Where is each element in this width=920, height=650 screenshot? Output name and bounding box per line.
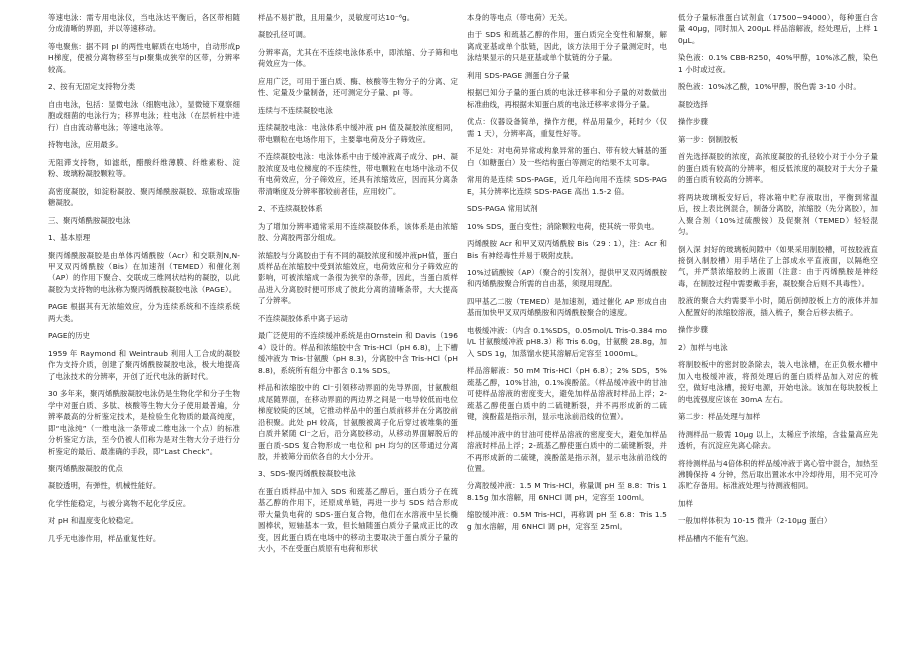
paragraph: 无阻滞支持物，如滤纸，醋酸纤维薄膜、纤维素粉、淀粉、玻璃粉凝胶颗粒等。 [48, 157, 240, 179]
paragraph: 电极缓冲液：（内含 0.1%SDS，0.05mol/L Tris-0.384 mol/L 甘氨酸缓冲液 pH8.3）称 Tris 6.0g，甘氨酸 28.8g，加入 SDS 1g，加蒸馏水使其溶解后定容至 1000mL。 [467, 325, 667, 358]
paragraph: 丙烯酰胺 Acr 和甲叉双丙烯酰胺 Bis（29 : 1），注：Acr 和 Bis 有神经毒性并易于吸附皮肤。 [467, 239, 667, 260]
paragraph: 应用广泛，可用于蛋白质、酶、核酸等生物分子的分离、定性、定量及少量制备，还可测定分子量、pI 等。 [258, 76, 458, 98]
paragraph: 持物电泳，应用最多。 [48, 140, 123, 150]
paragraph: 最广泛使用的不连续缓冲系统是由Ornstein 和 Davis（1964）设计的。样品和浓缩胶中含 Tris-HCl（pH 6.8)，上下槽缓冲液为 Tris-甘氨酸（pH 8.3)，分离胶中含 Tris-HCl（pH 8.8)，系统所有组分中都含 0.1% SDS。 [258, 331, 458, 375]
paragraph: 缩胶缓冲液：0.5M Tris-HCl，再称调 pH 至 6.8：Tris 1.5g 加水溶解，用 6NHCl 调 pH，定容至 25ml。 [467, 510, 667, 531]
paragraph: 2、不连续凝胶体系 [258, 204, 323, 214]
paragraph: 三、聚丙烯酰胺凝胶电泳 [48, 215, 131, 225]
paragraph: 利用 SDS-PAGE 测蛋白分子量 [467, 70, 570, 80]
paragraph: 凝胶孔径可调。 [258, 30, 311, 40]
text-column-1 [48, 12, 240, 642]
paragraph: 对 pH 和温度变化较稳定。 [48, 516, 139, 526]
paragraph: 将制胶板中的密封胶条除去，装入电泳槽，在正负极水槽中加入电极缓冲液，将预处理后的蛋白质样品加入对应的梳空，做好电泳槽，接好电源，开始电泳。该加在每块胶板上的电流强度应该在 30mA 左右。 [678, 360, 878, 404]
paragraph: 1959 年 Raymond 和 Weintraub 利用人工合成的凝胶作为支持介质，创建了聚丙烯酰胺凝胶电泳，极大地提高了电泳技术的分辨率，开创了近代电泳的新时代。 [48, 348, 240, 381]
paragraph: 染色液：0.1% CBB-R250，40%甲醇，10%冰乙酸，染色 1 小时或过夜。 [678, 53, 878, 74]
paragraph: 优点：仪器设备简单，操作方便，样品用量少，耗时少（仅需 1 天），分辨率高，重复性好等。 [467, 117, 667, 138]
paragraph: 加样 [678, 498, 693, 508]
paragraph: 胶液的聚合大约需要半小时，随后倒掉胶板上方的液体并加入配置好的浓缩胶溶液，插入梳子，聚合后移去梳子。 [678, 296, 878, 317]
paragraph: 待测样品一般需 10μg 以上，太稀应予浓缩，含盐量高应先透析，有沉淀应先离心除去。 [678, 429, 878, 451]
paragraph: 常用的是连续 SDS-PAGE，近几年趋向用不连续 SDS-PAGE，其分辨率比连续 SDS-PAGE 高出 1.5-2 倍。 [467, 175, 667, 196]
paragraph: 分离胶缓冲液：1.5 M Tris-HCl，称量调 pH 至 8.8：Tris 18.15g 加水溶解，用 6NHCl 调 pH，定容至 100ml。 [467, 481, 667, 502]
text-column-3 [467, 12, 667, 642]
paragraph: 本身的等电点（带电荷）无关。 [467, 13, 572, 22]
paragraph: 倒入深 封好的玻璃板间隙中（如果采用制胶槽，可按胶液直接倒入制胶槽）用手堵住了上部成水平直液面，以隔绝空气，并严禁浓缩胶的上液面（注意：由于丙烯酰胺是神经毒，在制胶过程中需要戴手套，凝胶聚合后则不具毒性）。 [678, 244, 878, 288]
paragraph: PAGE的历史 [48, 331, 91, 341]
paragraph: 10%过硫酸铵（AP）（聚合的引发剂），提供甲叉双丙烯酰胺和丙烯酰胺聚合所需的自由基，须现用现配。 [467, 267, 667, 289]
paragraph: 连续与不连续凝胶电泳 [258, 105, 333, 115]
paragraph: 样品和浓缩胶中的 Cl⁻引领移动界面的先导界面，甘氨酸组成尾随界面，在移动界面的两边界之间是一电导较低而电位梯度较陡的区域，它推动样品中的蛋白质前移并在分离胶前沿积聚。此处 pH 较高，甘氨酸被离子化后穿过被堆集的蛋白质并紧随 Cl⁻之后，沿分离胶移动，从移动界面解脱后的蛋白质-SDS 复合物形成一电位和 pH 均匀的区带通过分离胶，并被筛分而依各自的大小分开。 [258, 383, 458, 461]
paragraph: 样品溶解液：50 mM Tris-HCl（pH 6.8）；2% SDS，5% 巯基乙醇，10%甘油，0.1%溴酚蓝。（样品缓冲液中的甘油可使样品溶液的密度变大，避免加样品溶液时样品上浮；2-巯基乙醇使蛋白质中的二硫键断裂，并不再形成新的二硫键，溴酚蓝是指示剂，显示电泳前沿线的位置）。 [467, 366, 667, 422]
paragraph: 为了增加分辨率通常采用不连续凝胶体系，该体系是由浓缩胶、分离胶两部分组成。 [258, 221, 458, 243]
paragraph: 样品槽内不能有气泡。 [678, 533, 753, 543]
paragraph: 自由电泳，包括：显微电泳（细胞电泳），显微镜下观察细胞或细菌的电泳行为；移界电泳；柱电泳（在层析柱中进行）自由流动幕电泳；等速电泳等。 [48, 99, 240, 132]
paragraph: 浓缩胶与分离胶由于有不同的凝胶浓度和缓冲液pH值，蛋白质样品在浓缩胶中受到浓缩效应，电荷效应和分子筛效应的影响，可被浓缩成一条很为狭窄的条带，因此，当蛋白质样品进入分离胶时便可形成了彼此分离的清晰条带，大大提高了分辨率。 [258, 250, 458, 306]
paragraph: 不连续凝胶体系中离子运动 [258, 313, 348, 323]
paragraph: 将两块玻璃板安好后，将冰箱中贮存液取出，平衡到常温后，按上表比例混合，制备分离胶，浓缩胶（先分离胶），加入聚合剂（10%过硫酸铵）及促聚剂（TEMED）轻轻混匀。 [678, 192, 878, 237]
paragraph: 聚丙烯酰胺凝胶是由单体丙烯酰胺（Acr）和交联剂N,N-甲叉双丙烯酰胺（Bis）在加速剂（TEMED）和催化剂（AP）的作用下聚合、交联成三维网状结构的凝胶，以此凝胶为支持物的电泳称为聚丙烯酰胺凝胶电泳（PAGE）。 [48, 250, 240, 294]
paragraph: 第二步：样品处理与加样 [678, 412, 761, 422]
paragraph: 2）加样与电泳 [678, 342, 728, 352]
paragraph: 低分子量标准蛋白试剂盒（17500~94000），每种蛋白含量 40μg，同时加入 200μL 样品溶解液，经处理后，上样 10μL。 [678, 13, 878, 45]
paragraph: 由于 SDS 和巯基乙醇的作用，蛋白质完全变性和解聚，解离成亚基或单个肽链，因此，该方法用于分子量测定时，电泳结果显示的只是亚基或单个肽链的分子量。 [467, 30, 667, 63]
paragraph: 根据已知分子量的蛋白质的电泳迁移率和分子量的对数做出标准曲线，再根据未知蛋白质的电泳迁移率求得分子量。 [467, 88, 667, 109]
paragraph: 四甲基乙二胺（TEMED）是加速剂，通过催化 AP 形成自由基而加快甲叉双丙烯酰胺和丙烯酰胺聚合的速度。 [467, 296, 667, 318]
paragraph: 10% SDS，蛋白变性；消除颗粒电荷，使其统一带负电。 [467, 221, 659, 231]
text-column-4 [678, 12, 878, 642]
paragraph: 凝胶透明，有弹性，机械性能好。 [48, 481, 161, 491]
paragraph: 分辨率高，尤其在不连续电泳体系中，即浓缩、分子筛和电荷效应为一体。 [258, 47, 458, 69]
paragraph: 凝胶选择 [678, 99, 708, 109]
paragraph: 第一步：倒制胶板 [678, 134, 738, 144]
paragraph: 操作步骤 [678, 117, 708, 127]
paragraph: 脱色液：10%冰乙酸，10%甲醇，脱色需 3-10 小时。 [678, 82, 861, 92]
paragraph: 几乎无电渗作用，样品重复性好。 [48, 533, 161, 543]
paragraph: 高密度凝胶，如淀粉凝胶、聚丙烯酰胺凝胶、琼脂或琼脂糖凝胶。 [48, 186, 240, 208]
paragraph: 将待测样品与4倍体积的样品缓冲液于离心管中混合，加热至沸腾保持 4 分钟，然后取出置冰水中冷却待用，用不完可冷冻贮存备用。标准液处理与待测液相同。 [678, 458, 878, 491]
paragraph: 聚丙烯酰胺凝胶的优点 [48, 464, 123, 473]
paragraph: 等电聚焦：据不同 pI 的两性电解质在电场中，自动形成pH梯度，使被分离物移至与pI聚集成狭窄的区带，分辨率较高。 [48, 41, 240, 74]
paragraph: SDS-PAGA 常用试剂 [467, 204, 538, 214]
paragraph: 一般加样体积为 10-15 微升（2-10μg 蛋白） [678, 516, 832, 526]
paragraph: 30 多年来，聚丙烯酰胺凝胶电泳仍是生物化学和分子生物学中对蛋白质、多肽、核酸等生物大分子使用最普遍，分辨率最高的分析鉴定技术，是检验生化物质的最高纯度，即“电泳纯”（一维电泳一条带或二维电泳一个点）的标准分析鉴定方法，至今仍被人们称为是对生物大分子进行分析鉴定的最后、最准确的手段，即“Last Check”。 [48, 389, 240, 456]
paragraph: 连续凝胶电泳：电泳体系中缓冲液 pH 值及凝胶浓度相同，带电颗粒在电场作用下，主要靠电荷及分子筛效应。 [258, 123, 458, 144]
paragraph: 等速电泳：需专用电泳仪，当电泳达平衡后，各区带相随分成清晰的界面，并以等速移动。 [48, 13, 240, 34]
paragraph: 不连续凝胶电泳：电泳体系中由于缓冲液离子成分、pH、凝胶浓度及电位梯度的不连续性，带电颗粒在电场中泳动不仅有电荷效应，分子筛效应，还具有浓缩效应，因而其分离条带清晰度及分辨率都较前者佳，应用较广。 [258, 152, 458, 196]
paragraph: 在蛋白质样品中加入 SDS 和巯基乙醇后，蛋白质分子在巯基乙醇的作用下，还原成单链，再进一步与 SDS 结合形成带大量负电荷的 SDS-蛋白复合物，他们在水溶液中呈长椭圆棒状，短轴基本一致，但长轴随蛋白质分子量成正比的改变，因此蛋白质在电场中的移动主要取决于蛋白质分子量的大小，不在受蛋白质原有电荷和形状 [258, 486, 458, 554]
paragraph: 3、SDS-聚丙烯酰胺凝胶电泳 [258, 469, 356, 479]
paragraph: 样品缓冲液中的甘油可使样品溶液的密度变大，避免加样品溶液时样品上浮；2-巯基乙醇使蛋白质中的二硫键断裂，并不再形成新的二硫键，溴酚蓝是指示剂，显示电泳前沿线的位置。 [467, 429, 667, 473]
paragraph: 1、基本原理 [48, 233, 91, 243]
paragraph: 化学性能稳定，与被分离物不起化学反应。 [48, 498, 191, 508]
paragraph: 不足处：对电荷异常或构象异常的蛋白、带有较大辅基的蛋白（如糖蛋白）及一些结构蛋白等测定的结果不太可靠。 [467, 146, 667, 167]
paragraph: PAGE 根据其有无浓缩效应，分为连续系统和不连续系统两大类。 [48, 302, 240, 323]
paragraph: 操作步骤 [678, 325, 708, 335]
paragraph: 样品不易扩散，且用量少，灵敏度可达10⁻⁶g。 [258, 13, 415, 22]
paragraph: 2、按有无固定支持物分类 [48, 82, 136, 92]
text-column-2 [258, 12, 458, 642]
paragraph: 首先选择凝胶的浓度，高浓度凝胶的孔径较小对于小分子量的蛋白质有较高的分辨率，相反低浓度的凝胶对于大分子量的蛋白质有较高的分辨率。 [678, 152, 878, 185]
